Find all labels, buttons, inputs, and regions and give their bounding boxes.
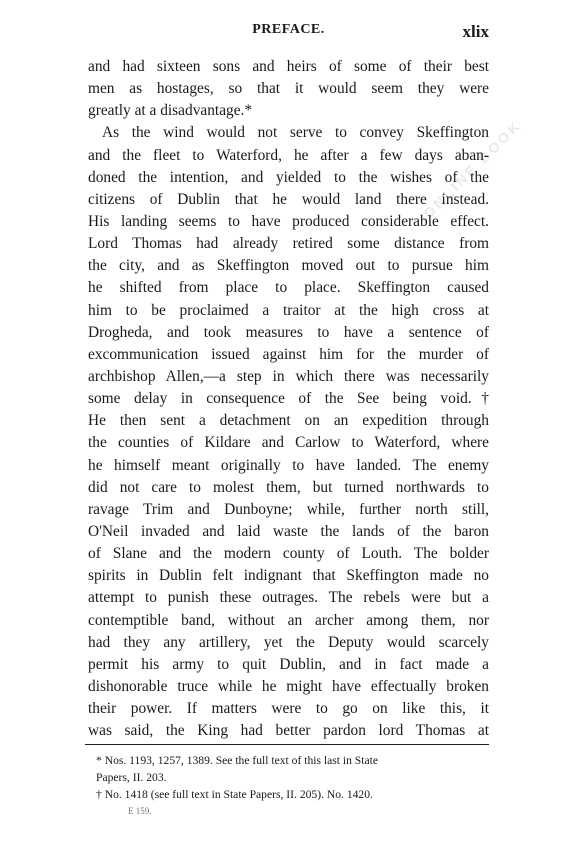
running-head: PREFACE. (252, 22, 325, 37)
text-line: some delay in consequence of the See being void.† (88, 390, 489, 408)
text-line: As the wind would not serve to convey Skeffington (102, 124, 489, 142)
text-line: he himself meant originally to have landed. The enemy (88, 456, 489, 474)
page-number: xlix (462, 22, 489, 41)
text-line: ravage Trim and Dunboyne; while, further north still, (88, 500, 489, 518)
text-line: was said, the King had better pardon lord Thomas at (88, 722, 489, 740)
footnote-1-line-2: Papers, II. 203. (96, 771, 167, 784)
text-line: of Slane and the modern county of Louth. The bolder (88, 545, 489, 563)
footnote-1-line-1: * Nos. 1193, 1257, 1389. See the full text of this last in State (96, 754, 378, 767)
page-header (88, 22, 489, 42)
text-line: spirits in Dublin felt indignant that Skeffington made no (88, 567, 489, 585)
text-line: the counties of Kildare and Carlow to Waterford, where (88, 434, 489, 452)
watermark: ONLINE BOOK (420, 116, 525, 222)
text-line: His landing seems to have produced considerable effect. (88, 212, 489, 230)
text-line: Lord Thomas had already retired some distance from (88, 235, 489, 253)
text-line: citizens of Dublin that he would land there instead. (88, 190, 489, 208)
text-line: had they any artillery, yet the Deputy would scarcely (88, 633, 489, 651)
text-line: archbishop Allen,—a step in which there was necessarily (88, 367, 489, 385)
text-line: excommunication issued against him for the murder of (88, 345, 489, 363)
footnote-2: † No. 1418 (see full text in State Papers, II. 205). No. 1420. (96, 788, 373, 801)
text-line: O'Neil invaded and laid waste the lands of the baron (88, 522, 489, 540)
text-line: he shifted from place to place. Skeffington caused (88, 279, 489, 297)
body-text (88, 56, 489, 742)
footnotes (96, 752, 489, 803)
footnote-rule (85, 744, 489, 745)
text-line: and the fleet to Waterford, he after a few days aban- (88, 146, 489, 164)
text-line: permit his army to quit Dublin, and in fact made a (88, 655, 489, 673)
text-line: dishonorable truce while he might have effectually broken (88, 677, 489, 695)
text-line: did not care to molest them, but turned northwards to (88, 478, 489, 496)
text-line: He then sent a detachment on an expedition through (88, 412, 489, 430)
text-line: and had sixteen sons and heirs of some of their best (88, 58, 489, 75)
text-line: greatly at a disadvantage.* (88, 102, 253, 120)
text-line: men as hostages, so that it would seem they were (88, 80, 489, 98)
text-line: doned the intention, and yielded to the wishes of the (88, 168, 489, 186)
text-line: Drogheda, and took measures to have a sentence of (88, 323, 489, 341)
text-line: their power. If matters were to go on like this, it (88, 700, 489, 718)
text-line: him to be proclaimed a traitor at the high cross at (88, 301, 489, 319)
text-line: the city, and as Skeffington moved out to pursue him (88, 257, 489, 275)
signature-mark: E 159. (128, 806, 152, 816)
text-line: contemptible band, without an archer among them, nor (88, 611, 489, 629)
text-line: attempt to punish these outrages. The rebels were but a (88, 589, 489, 607)
